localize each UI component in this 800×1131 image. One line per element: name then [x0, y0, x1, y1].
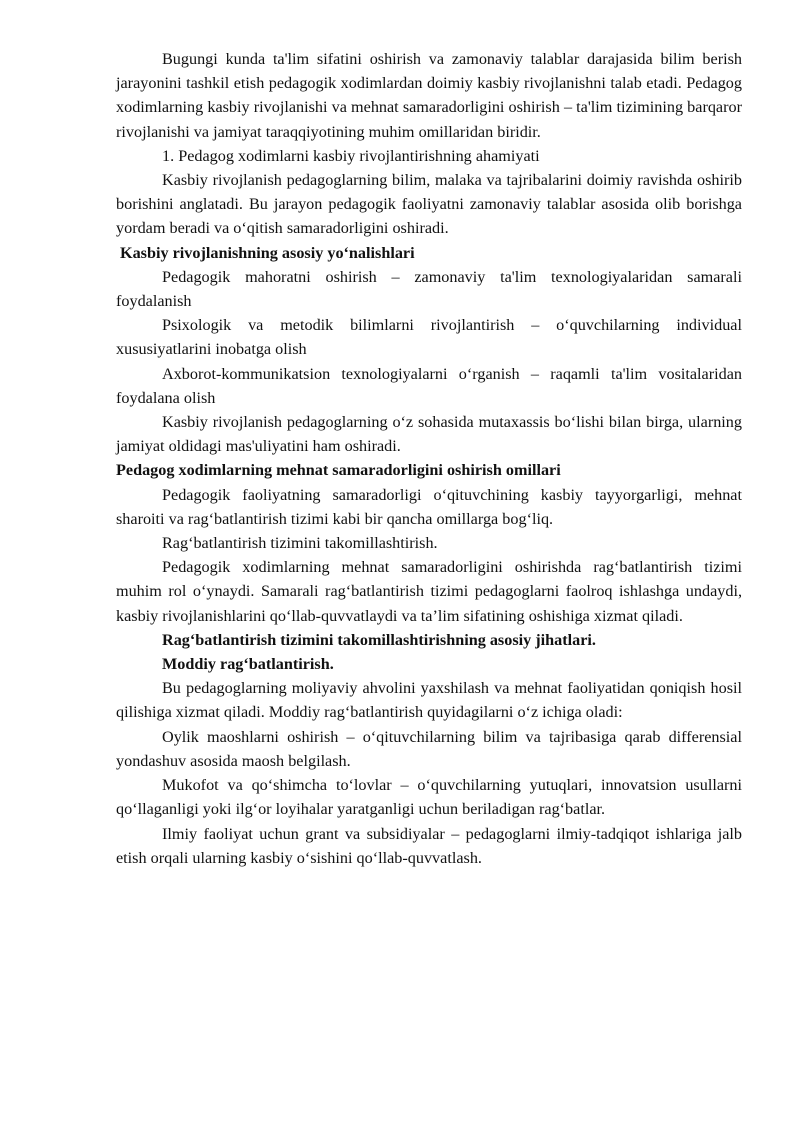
list-item-ict: Axborot-kommunikatsion texnologiyalarni o‘rganish – raqamli ta'lim vositalaridan foydalana olish: [116, 364, 742, 407]
paragraph-incentive-role: Pedagogik xodimlarning mehnat samaradorligini oshirishda rag‘batlantirish tizimi muhim rol o‘ynaydi. Samarali rag‘batlantirish tizimi pedagoglarni faolroq ishlashga undaydi, kasbiy rivojlanishlarini qo‘llab-quvvatlaydi va ta’lim sifatining oshishiga xizmat qiladi.: [116, 558, 742, 625]
heading-efficiency-factors: Pedagog xodimlarning mehnat samaradorligini oshirish omillari: [116, 461, 561, 480]
list-item-grants: Ilmiy faoliyat uchun grant va subsidiyalar – pedagoglarni ilmiy-tadqiqot ishlariga jalb etish orqali ularning kasbiy o‘sishini qo‘llab-quvvatlash.: [116, 824, 742, 867]
paragraph-intro: Bugungi kunda ta'lim sifatini oshirish va zamonaviy talablar darajasida bilim berish jarayonini tashkil etish pedagogik xodimlardan doimiy kasbiy rivojlanishni talab etadi. Pedagog xodimlarning kasbiy rivojlanishi va mehnat samaradorligini oshirish – ta'lim tizimining barqaror rivojlanishi va jamiyat taraqqiyotining muhim omillaridan biridir.: [116, 50, 742, 141]
paragraph-responsibility: Kasbiy rivojlanish pedagoglarning o‘z sohasida mutaxassis bo‘lishi bilan birga, ularning jamiyat oldidagi mas'uliyatini ham oshiradi.: [116, 413, 742, 456]
paragraph-incentive-improvement: Rag‘batlantirish tizimini takomillashtirish.: [162, 534, 438, 553]
section-title-importance: 1. Pedagog xodimlarni kasbiy rivojlantirishning ahamiyati: [162, 146, 540, 165]
heading-main-directions: Kasbiy rivojlanishning asosiy yo‘nalishlari: [120, 243, 415, 262]
heading-incentive-aspects: Rag‘batlantirish tizimini takomillashtirishning asosiy jihatlari.: [162, 630, 596, 649]
heading-material-incentive: Moddiy rag‘batlantirish.: [162, 655, 334, 674]
list-item-pedagogical-skill: Pedagogik mahoratni oshirish – zamonaviy ta'lim texnologiyalaridan samarali foydalanish: [116, 267, 742, 311]
paragraph-development-definition: Kasbiy rivojlanish pedagoglarning bilim, malaka va tajribalarini doimiy ravishda oshirib borishini anglatadi. Bu jarayon pedagogik faoliyatni zamonaviy talablar asosida olib borishga yordam beradi va o‘qitish samaradorligini oshiradi.: [116, 171, 742, 238]
list-item-salary: Oylik maoshlarni oshirish – o‘qituvchilarning bilim va tajribasiga qarab differensial yondashuv asosida maosh belgilash.: [116, 727, 742, 770]
paragraph-efficiency-depends: Pedagogik faoliyatning samaradorligi o‘qituvchining kasbiy tayyorgarligi, mehnat sharoiti va rag‘batlantirish tizimi kabi bir qancha omillarga bog‘liq.: [116, 485, 742, 528]
document-page: [116, 47, 742, 870]
paragraph-material-incentive: Bu pedagoglarning moliyaviy ahvolini yaxshilash va mehnat faoliyatidan qoniqish hosil qilishiga xizmat qiladi. Moddiy rag‘batlantirish quyidagilarni o‘z ichiga oladi:: [116, 679, 742, 722]
list-item-psychological-knowledge: Psixologik va metodik bilimlarni rivojlantirish – o‘quvchilarning individual xususiyatlarini inobatga olish: [116, 316, 742, 359]
list-item-bonus: Mukofot va qo‘shimcha to‘lovlar – o‘quvchilarning yutuqlari, innovatsion usullarni qo‘llaganligi yoki ilg‘or loyihalar yaratganligi uchun beriladigan rag‘batlar.: [116, 776, 742, 819]
